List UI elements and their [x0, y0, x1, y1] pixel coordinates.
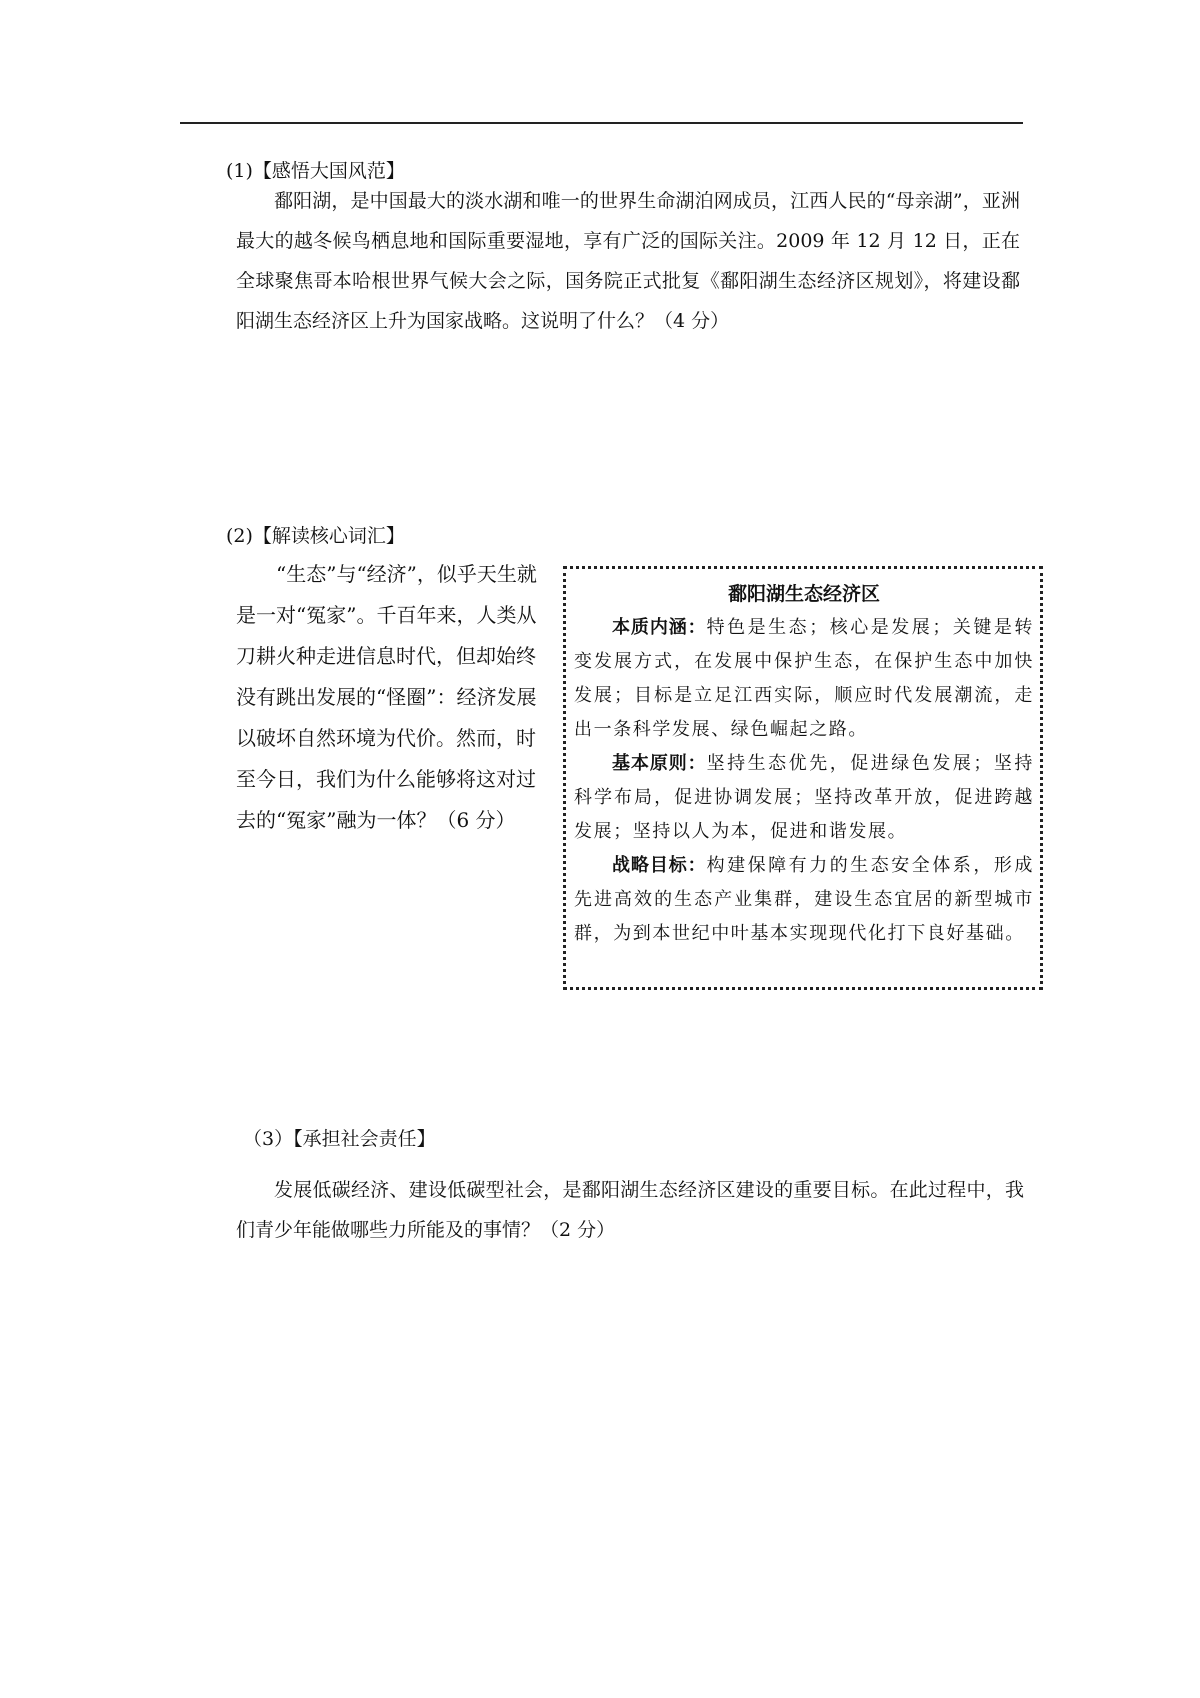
question-3-text: 发展低碳经济、建设低碳型社会，是鄱阳湖生态经济区建设的重要目标。在此过程中，我们青少年能做哪些力所能及的事情？（2 分）: [236, 1179, 1024, 1241]
section-text: 特色是生态；核心是发展；关键是转变发展方式，在发展中保护生态，在保护生态中加快发展；目标是立足江西实际，顺应时代发展潮流，走出一条科学发展、绿色崛起之路。: [574, 617, 1035, 740]
question-1-heading: (1)【感悟大国风范】: [226, 160, 405, 182]
info-box-section-essence: [574, 611, 1034, 747]
section-text: 坚持生态优先，促进绿色发展；坚持科学布局，促进协调发展；坚持改革开放，促进跨越发展；坚持以人为本，促进和谐发展。: [574, 753, 1035, 842]
info-box-title: 鄱阳湖生态经济区: [727, 583, 880, 605]
section-label: 基本原则：: [612, 753, 707, 774]
question-3-heading: （3）【承担社会责任】: [243, 1128, 436, 1150]
header-rule: [180, 122, 1023, 124]
section-text: 构建保障有力的生态安全体系，形成先进高效的生态产业集群，建设生态宜居的新型城市群，为到本世纪中叶基本实现现代化打下良好基础。: [574, 855, 1035, 944]
question-1-text: 鄱阳湖，是中国最大的淡水湖和唯一的世界生命湖泊网成员，江西人民的“母亲湖”，亚洲最大的越冬候鸟栖息地和国际重要湿地，享有广泛的国际关注。2009 年 12 月 12 日，正在全球聚焦哥本哈根世界气候大会之际，国务院正式批复《鄱阳湖生态经济区规划》，将建设鄱阳湖生态经济区上升为国家战略。这说明了什么？（4 分）: [236, 190, 1020, 332]
section-label: 本质内涵：: [612, 617, 707, 638]
info-box-section-principles: [574, 747, 1034, 849]
info-box-section-goals: [574, 849, 1034, 951]
section-label: 战略目标：: [612, 855, 707, 876]
question-2-text: “生态”与“经济”，似乎天生就是一对“冤家”。千百年来，人类从刀耕火种走进信息时代，但却始终没有跳出发展的“怪圈”：经济发展以破坏自然环境为代价。然而，时至今日，我们为什么能够将这对过去的“冤家”融为一体？（6 分）: [236, 562, 537, 832]
info-box: [563, 566, 1043, 990]
question-2-heading: (2)【解读核心词汇】: [226, 525, 405, 547]
